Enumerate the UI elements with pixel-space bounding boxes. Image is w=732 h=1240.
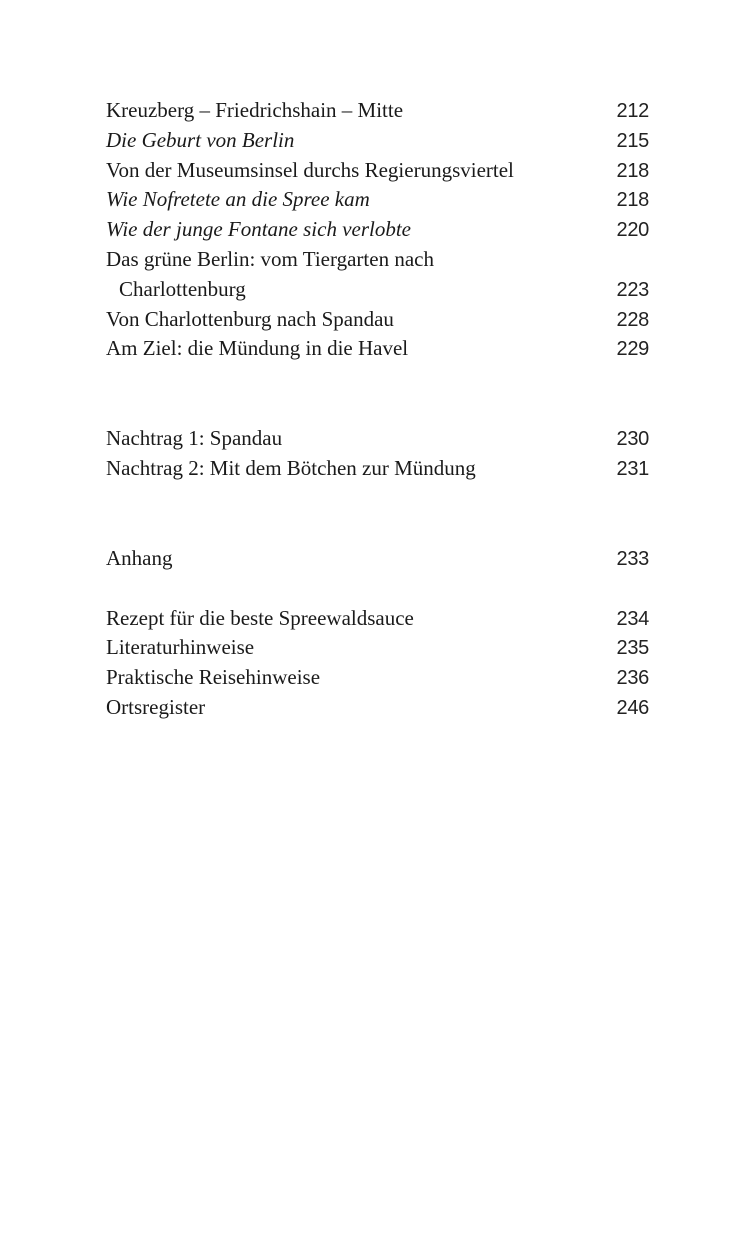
toc-entry-nachtrag-2 — [106, 454, 649, 484]
toc-entry-page: 218 — [616, 159, 649, 182]
toc-entry-page: 223 — [616, 278, 649, 301]
table-of-contents — [106, 96, 649, 723]
toc-entry-kreuzberg — [106, 96, 649, 126]
toc-entry-page: 218 — [616, 189, 649, 212]
toc-entry-fontane — [106, 215, 649, 245]
toc-entry-title: Von der Museumsinsel durchs Regierungsviertel — [106, 157, 514, 182]
toc-entry-page: 212 — [616, 100, 649, 122]
toc-entry-am-ziel — [106, 334, 649, 364]
toc-entry-geburt-von-berlin — [106, 126, 649, 156]
toc-entry-page: 229 — [616, 338, 649, 361]
toc-entry-page: 230 — [616, 428, 649, 451]
toc-entry-page: 233 — [616, 547, 649, 570]
toc-entry-title: Von Charlottenburg nach Spandau — [106, 306, 394, 331]
toc-entry-reisehinweise — [106, 663, 649, 693]
toc-entry-title: Literaturhinweise — [106, 635, 255, 660]
toc-entry-page: 235 — [616, 637, 649, 660]
toc-entry-literaturhinweise — [106, 633, 649, 663]
toc-entry-page: 215 — [616, 129, 649, 152]
toc-entry-rezept — [106, 604, 649, 634]
toc-entry-page: 228 — [616, 308, 649, 331]
toc-entry-page: 246 — [616, 696, 649, 719]
section-spacer — [106, 574, 649, 604]
toc-entry-title: Nachtrag 2: Mit dem Bötchen zur Mündung — [106, 455, 476, 480]
toc-entry-title: Wie Nofretete an die Spree kam — [106, 187, 370, 212]
toc-entry-page: 220 — [616, 219, 649, 242]
toc-entry-title: Die Geburt von Berlin — [106, 127, 295, 152]
toc-entry-title: Ortsregister — [106, 694, 206, 719]
toc-entry-title: Nachtrag 1: Spandau — [106, 426, 283, 451]
section-spacer — [106, 484, 649, 544]
toc-entry-anhang — [106, 544, 649, 574]
toc-entry-charlottenburg-spandau — [106, 305, 649, 335]
toc-entry-nofretete — [106, 185, 649, 215]
toc-entry-page: 236 — [616, 667, 649, 690]
toc-entry-title: Rezept für die beste Spreewaldsauce — [106, 605, 414, 630]
toc-entry-line2 — [106, 275, 649, 305]
toc-entry-page: 231 — [616, 457, 649, 480]
toc-entry-title-line2: Charlottenburg — [119, 276, 246, 301]
toc-entry-title: Am Ziel: die Mündung in die Havel — [106, 336, 409, 361]
toc-entry-museumsinsel — [106, 156, 649, 186]
toc-entry-page: 234 — [616, 607, 649, 630]
toc-entry-nachtrag-1 — [106, 424, 649, 454]
toc-entry-title-line1: Das grüne Berlin: vom Tiergarten nach — [106, 246, 434, 271]
toc-entry-title: Kreuzberg – Friedrichshain – Mitte — [106, 98, 404, 122]
toc-entry-title: Wie der junge Fontane sich verlobte — [106, 217, 412, 242]
toc-entry-title: Anhang — [106, 545, 173, 570]
toc-entry-ortsregister — [106, 693, 649, 723]
toc-entry-gruenes-berlin — [106, 245, 649, 305]
section-spacer — [106, 364, 649, 424]
toc-entry-title: Praktische Reisehinweise — [106, 665, 321, 690]
